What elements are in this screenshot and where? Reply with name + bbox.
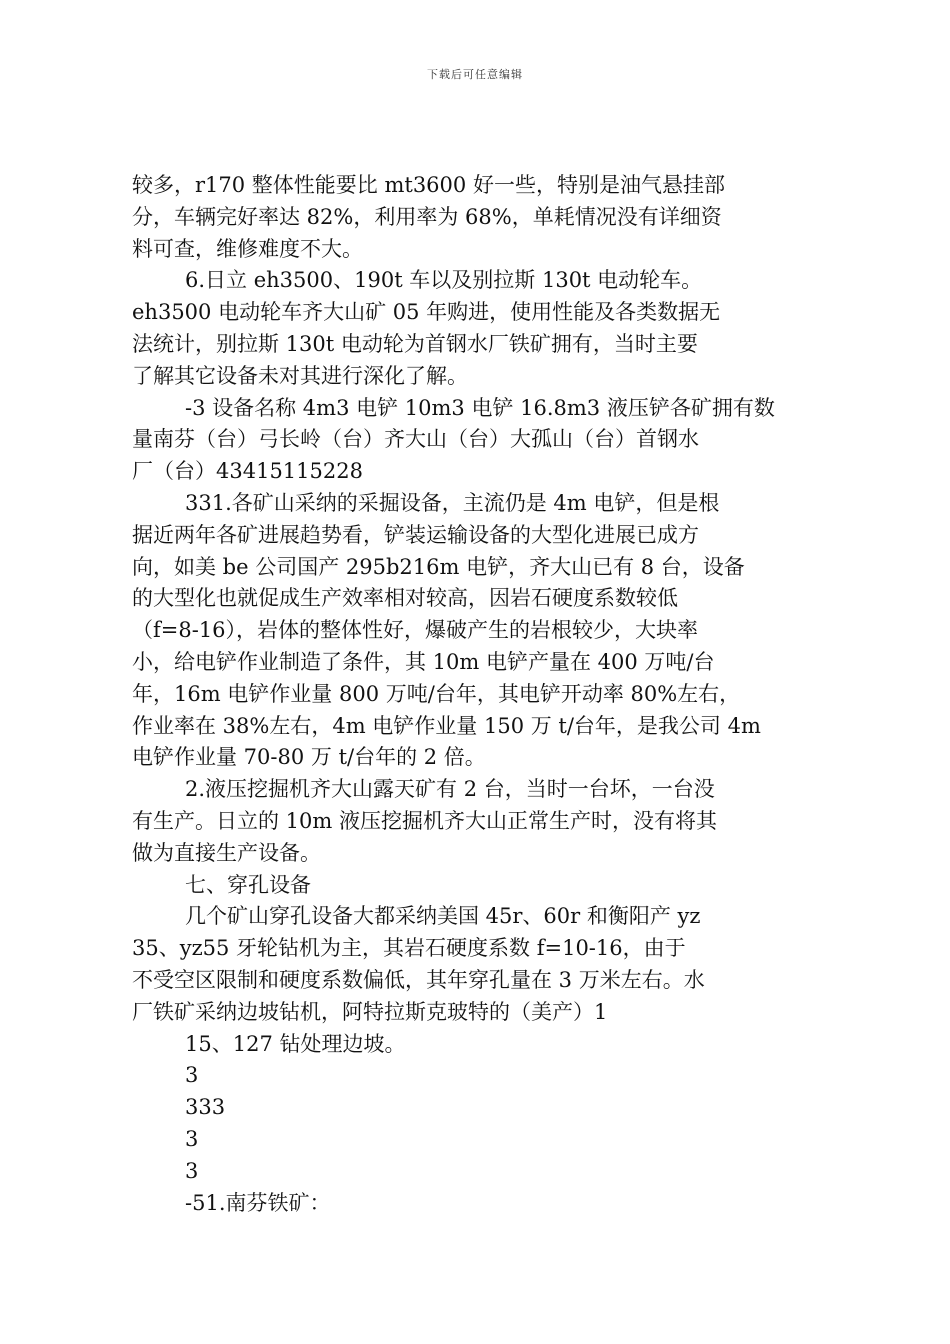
text-line: 几个矿山穿孔设备大都采纳美国 45r、60r 和衡阳产 yz [185,904,701,929]
text-line: 的大型化也就促成生产效率相对较高，因岩石硬度系数较低 [132,586,678,611]
text-line: 3 [185,1126,199,1151]
page-header: 下载后可任意编辑 [427,68,523,81]
text-line: 较多，r170 整体性能要比 mt3600 好一些，特别是油气悬挂部 [132,173,725,197]
text-line: 331.各矿山采纳的采掘设备，主流仍是 4m 电铲，但是根 [185,490,720,515]
text-line: -51.南芬铁矿： [185,1190,331,1215]
text-line: 3 [185,1063,199,1088]
text-line: 35、yz55 牙轮钻机为主，其岩石硬度系数 f=10-16，由于 [132,936,686,961]
text-line: 15、127 钻处理边坡。 [185,1031,406,1056]
text-line: 量南芬（台）弓长岭（台）齐大山（台）大孤山（台）首钢水 [132,427,699,452]
text-line: （f=8-16），岩体的整体性好，爆破产生的岩根较少，大块率 [132,618,699,643]
text-line: 七、穿孔设备 [185,872,311,897]
text-line: 分，车辆完好率达 82%，利用率为 68%，单耗情况没有详细资 [132,204,722,229]
text-line: eh3500 电动轮车齐大山矿 05 年购进，使用性能及各类数据无 [132,300,721,325]
text-line: 6.日立 eh3500、190t 车以及别拉斯 130t 电动轮车。 [185,268,703,293]
text-line: 小，给电铲作业制造了条件，其 10m 电铲产量在 400 万吨/台 [132,649,715,674]
text-line: 向，如美 be 公司国产 295b216m 电铲，齐大山已有 8 台，设备 [132,554,745,579]
text-line: 电铲作业量 70-80 万 t/台年的 2 倍。 [132,745,486,770]
text-line: 做为直接生产设备。 [132,840,321,865]
text-line: 法统计，别拉斯 130t 电动轮为首钢水厂铁矿拥有，当时主要 [132,331,698,356]
text-line: 厂铁矿采纳边坡钻机，阿特拉斯克玻特的（美产）1 [132,999,608,1024]
text-line: 有生产。日立的 10m 液压挖掘机齐大山正常生产时，没有将其 [132,808,717,833]
text-line: 了解其它设备未对其进行深化了解。 [132,363,468,388]
text-line: 不受空区限制和硬度系数偏低，其年穿孔量在 3 万米左右。水 [132,967,705,992]
text-line: 据近两年各矿进展趋势看，铲装运输设备的大型化进展已成方 [132,522,699,547]
document-body [132,170,828,1219]
text-line: 年，16m 电铲作业量 800 万吨/台年，其电铲开动率 80%左右， [132,681,741,706]
text-line: -3 设备名称 4m3 电铲 10m3 电铲 16.8m3 液压铲各矿拥有数 [185,395,775,420]
text-line: 厂（台）43415115228 [132,459,363,484]
text-line: 作业率在 38%左右，4m 电铲作业量 150 万 t/台年，是我公司 4m [132,713,761,738]
text-line: 料可查，维修难度不大。 [132,236,363,261]
text-line: 333 [185,1095,226,1120]
text-line: 3 [185,1158,199,1183]
text-line: 2.液压挖掘机齐大山露天矿有 2 台，当时一台坏，一台没 [185,777,715,802]
